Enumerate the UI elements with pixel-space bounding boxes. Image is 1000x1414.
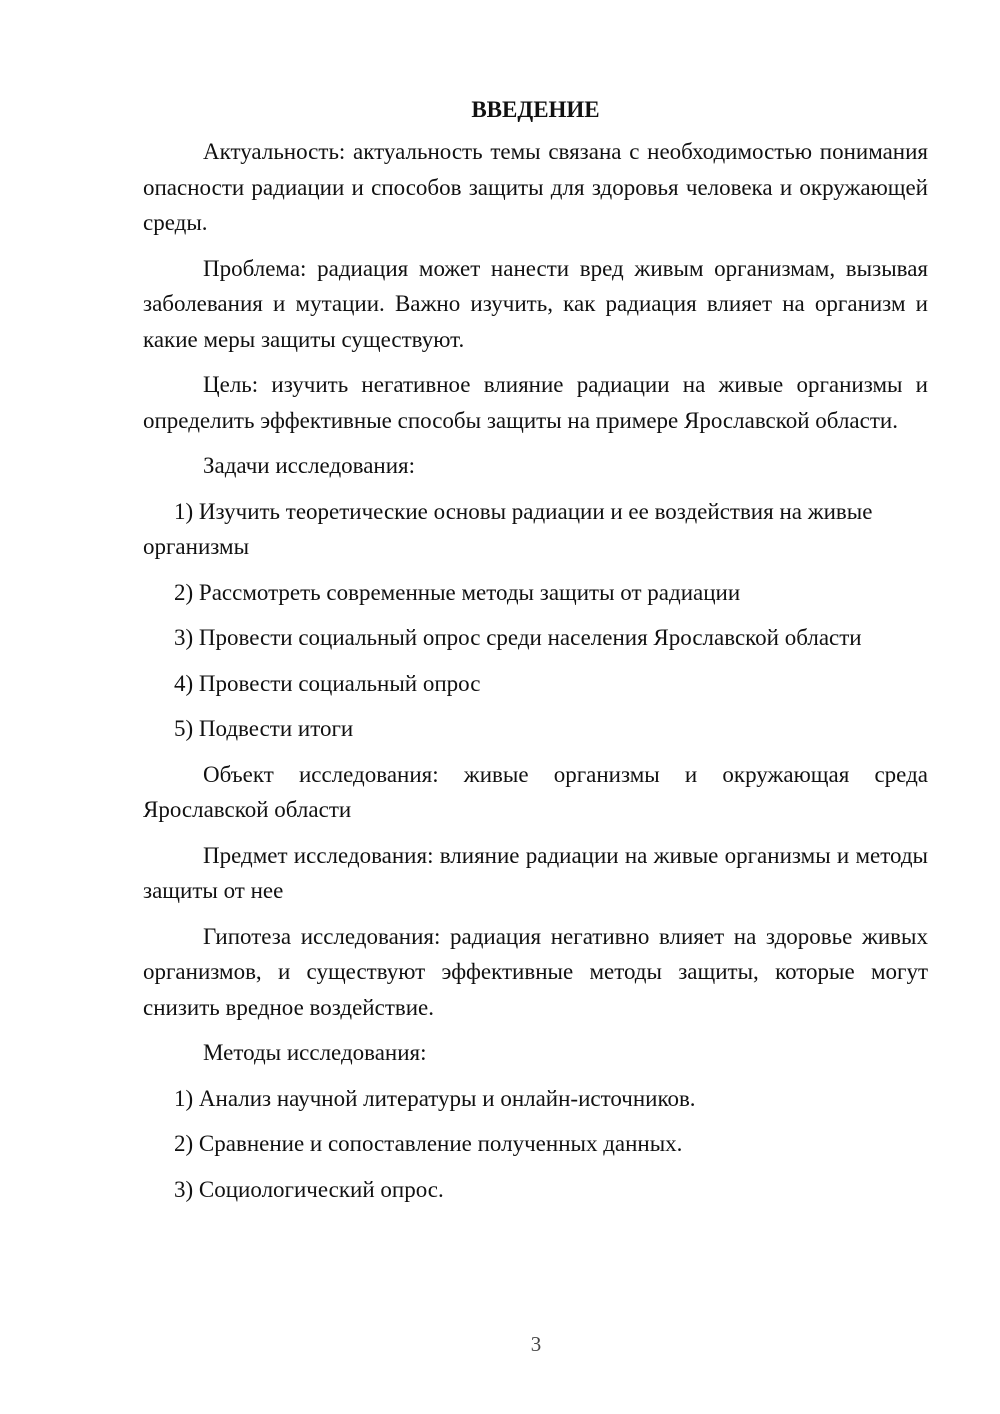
task-item-2: 2) Рассмотреть современные методы защиты от радиации [174,579,741,605]
relevance-paragraph: Актуальность: актуальность темы связана с необходимостью понимания опасности радиации и способов защиты для здоровья человека и окружающей среды. [143,139,928,235]
task-item-1: 1) Изучить теоретические основы радиации и ее воздействия на живые организмы [143,498,873,559]
tasks-heading: Задачи исследования: [203,453,416,478]
page-number: 3 [530,1332,542,1356]
method-item-3: 3) Социологический опрос. [174,1176,444,1202]
methods-heading: Методы исследования: [203,1040,427,1065]
hypothesis-paragraph: Гипотеза исследования: радиация негативно влияет на здоровье живых организмов, и существуют эффективные методы защиты, которые могут снизить вредное воздействие. [143,923,928,1020]
section-title: ВВЕДЕНИЕ [471,97,600,122]
method-item-2: 2) Сравнение и сопоставление полученных данных. [174,1131,683,1156]
task-item-3: 3) Провести социальный опрос среди населения Ярославской области [174,625,862,650]
subject-paragraph: Предмет исследования: влияние радиации на живые организмы и методы защиты от нее [143,842,928,903]
task-item-5: 5) Подвести итоги [174,716,354,741]
problem-paragraph: Проблема: радиация может нанести вред живым организмам, вызывая заболевания и мутации. Важно изучить, как радиация влияет на организм и какие меры защиты существуют. [143,255,928,352]
document-page [143,92,928,1217]
task-item-4: 4) Провести социальный опрос [174,670,481,696]
object-paragraph: Объект исследования: живые организмы и окружающая среда Ярославской области [143,761,928,822]
method-item-1: 1) Анализ научной литературы и онлайн-источников. [174,1085,696,1111]
goal-paragraph: Цель: изучить негативное влияние радиации на живые организмы и определить эффективные способы защиты на примере Ярославской области. [143,372,928,433]
